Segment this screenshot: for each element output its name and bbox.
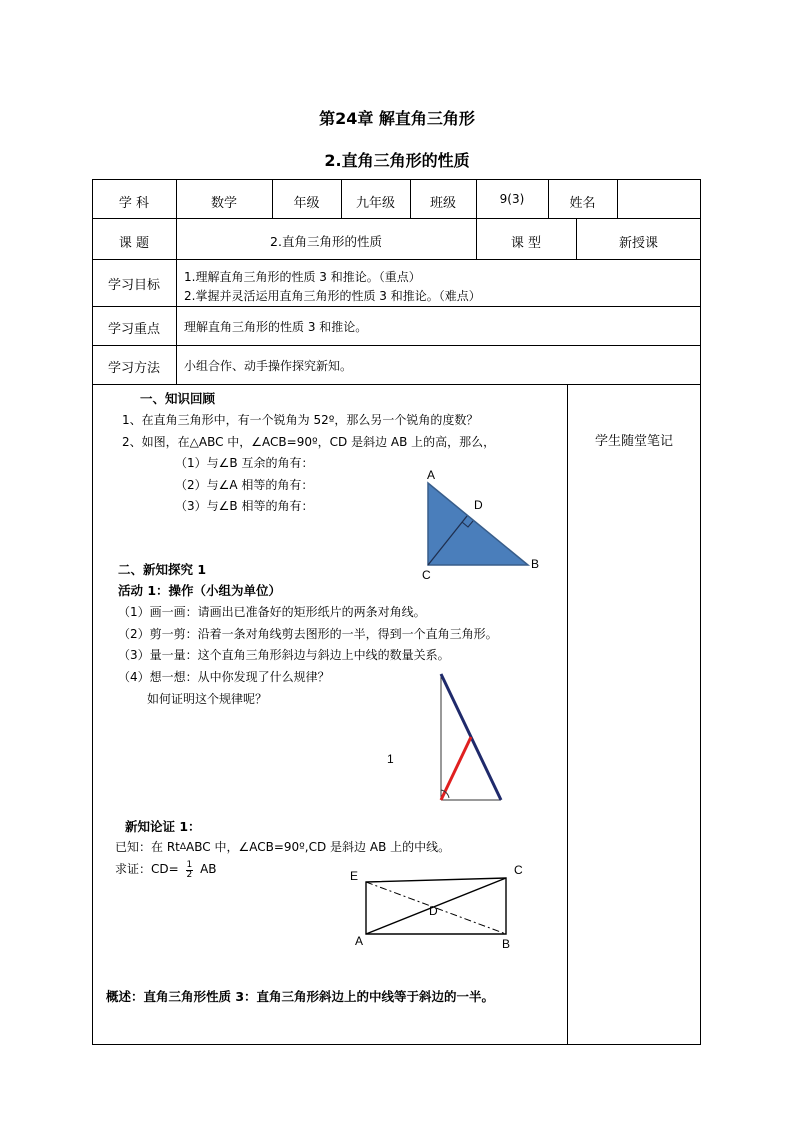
focus-label: 学习重点 [107, 322, 160, 337]
type-value: 新授课 [618, 236, 658, 251]
explore-step-4: （4）想一想：从中你发现了什么规律？ [118, 670, 330, 684]
class-value: 9(3) [499, 192, 525, 206]
fig3-label-e: E [350, 869, 359, 883]
fig2-number: 1 [387, 752, 394, 766]
type-label: 课 型 [510, 236, 542, 251]
median-line [441, 737, 471, 800]
fraction-one-half: $\frac{1}{2}$ [186, 860, 193, 880]
summary-text: 概述：直角三角形性质 3：直角三角形斜边上的中线等于斜边的一半。 [106, 989, 495, 1004]
review-q2: 2、如图，在△ABC 中，∠ACB=90º，CD 是斜边 AB 上的高，那么， [122, 435, 496, 449]
activity-title: 活动 1：操作（小组为单位） [118, 583, 282, 598]
triangle-abc [428, 483, 528, 565]
review-sub-2: （2）与∠A 相等的角有： [175, 478, 314, 492]
goal-item-1: 1.理解直角三角形的性质 3 和推论。（重点） [184, 270, 421, 284]
explore-step-5: 如何证明这个规律呢？ [147, 692, 268, 706]
explore-step-2: （2）剪一剪：沿着一条对角线剪去图形的一半，得到一个直角三角形。 [118, 627, 498, 641]
fig3-label-a: A [355, 934, 364, 948]
altitude-triangle-figure [415, 465, 545, 585]
notes-label: 学生随堂笔记 [594, 434, 673, 449]
fig3-label-c: C [514, 863, 523, 877]
fig1-label-c: C [422, 568, 431, 582]
fig3-label-d: D [429, 904, 438, 918]
review-sub-3: （3）与∠B 相等的角有： [175, 499, 314, 513]
median-triangle-figure [430, 668, 510, 808]
page-title: 第24章 解直角三角形 [319, 109, 475, 128]
rectangle-diagonals-figure [358, 872, 518, 942]
review-heading: 一、知识回顾 [140, 391, 216, 406]
proof-to-prove: 求证：CD= $\frac{1}{2}$ AB [115, 860, 217, 880]
review-q1: 1、在直角三角形中，有一个锐角为 52º，那么另一个锐角的度数？ [122, 413, 479, 427]
proof-heading: 新知论证 1： [125, 819, 201, 834]
fig3-label-b: B [502, 937, 511, 951]
class-label: 班级 [429, 196, 456, 211]
grade-label: 年级 [293, 196, 320, 211]
goals-label: 学习目标 [107, 278, 160, 293]
explore-heading: 二、新知探究 1 [118, 562, 207, 577]
explore-step-3: （3）量一量：这个直角三角形斜边与斜边上中线的数量关系。 [118, 648, 450, 662]
topic-label: 课 题 [118, 236, 150, 251]
goal-item-2: 2.掌握并灵活运用直角三角形的性质 3 和推论。（难点） [184, 289, 481, 303]
grade-value: 九年级 [355, 196, 395, 211]
subject-value: 数学 [210, 196, 237, 211]
topic-value: 2.直角三角形的性质 [270, 234, 382, 249]
page-subtitle: 2.直角三角形的性质 [324, 151, 470, 170]
explore-step-1: （1）画一画：请画出已准备好的矩形纸片的两条对角线。 [118, 605, 426, 619]
fig1-label-d: D [474, 498, 483, 512]
name-label: 姓名 [569, 196, 596, 211]
fig1-label-b: B [531, 557, 540, 571]
subject-label: 学 科 [118, 196, 150, 211]
review-sub-1: （1）与∠B 互余的角有： [175, 456, 314, 470]
method-label: 学习方法 [107, 361, 160, 376]
proof-given: 已知：在 RtΔABC 中，∠ACB=90º,CD 是斜边 AB 上的中线。 [115, 840, 451, 854]
fig1-label-a: A [427, 468, 436, 482]
method-value: 小组合作、动手操作探究新知。 [184, 359, 353, 373]
focus-value: 理解直角三角形的性质 3 和推论。 [184, 320, 368, 334]
